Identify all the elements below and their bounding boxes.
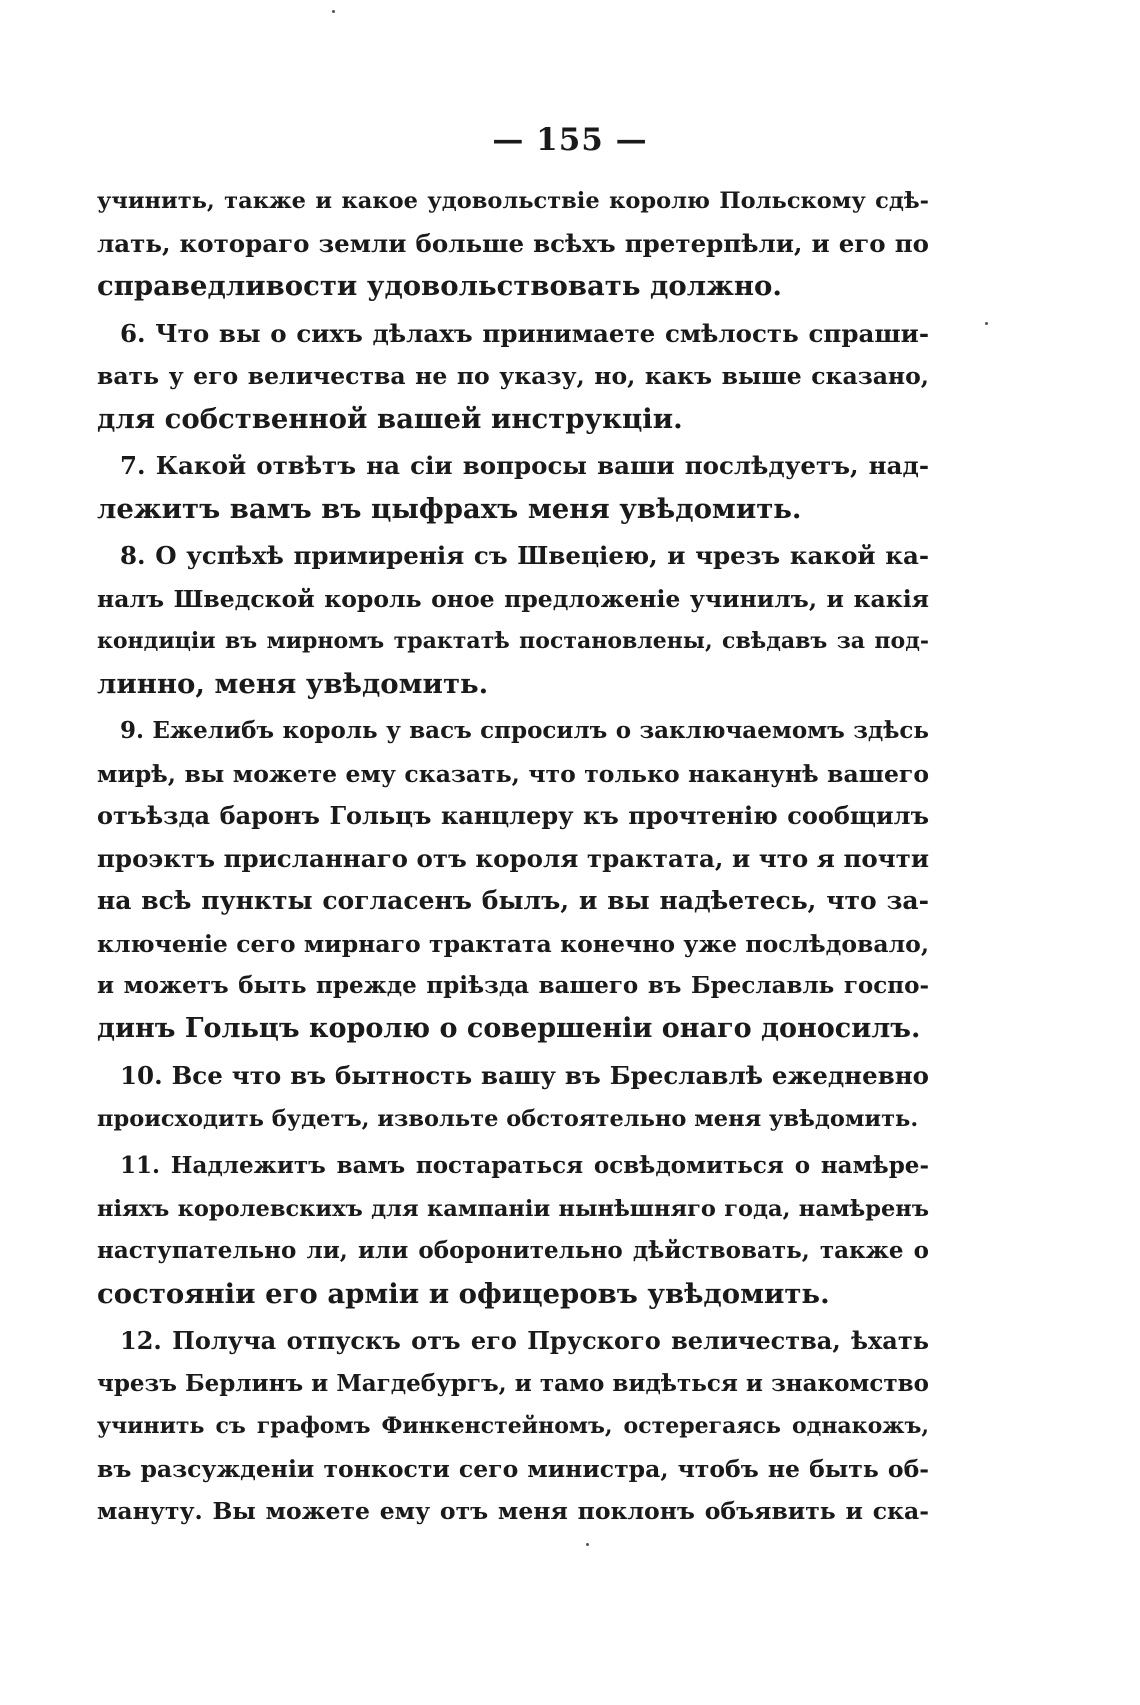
text-line: лать, котораго земли больше всѣхъ претерпѣли, и его по bbox=[97, 228, 929, 258]
text-line: учинить съ графомъ Финкенстейномъ, остерегаясь однакожъ, bbox=[97, 1413, 929, 1439]
scan-speck bbox=[586, 1543, 589, 1546]
text-line: ключеніе сего мирнаго трактата конечно уже послѣдовало, bbox=[97, 929, 929, 958]
text-line: справедливости удовольствовать должно. bbox=[97, 270, 782, 302]
text-line: 9. Ежелибъ король у васъ спросилъ о заключаемомъ здѣсь bbox=[120, 717, 929, 744]
text-line: чрезъ Берлинъ и Магдебургъ, и тамо видѣться и знакомство bbox=[97, 1369, 929, 1397]
text-line: лежитъ вамъ въ цыфрахъ меня увѣдомить. bbox=[97, 492, 802, 525]
text-line: динъ Гольцъ королю о совершеніи онаго доносилъ. bbox=[97, 1012, 921, 1044]
scan-speck bbox=[332, 10, 335, 13]
text-line: состояніи его арміи и офицеровъ увѣдомить. bbox=[97, 1277, 830, 1310]
paragraph-continuation bbox=[97, 180, 929, 308]
text-line: 10. Все что въ бытность вашу въ Бреславлѣ ежедневно bbox=[120, 1061, 929, 1090]
text-line: вать у его величества не по указу, но, какъ выше сказано, bbox=[97, 362, 929, 390]
paragraph-6 bbox=[97, 313, 929, 441]
text-line: въ разсужденіи тонкости сего министра, чтобъ не быть об- bbox=[97, 1454, 929, 1483]
text-line: мирѣ, вы можете ему сказать, что только наканунѣ вашего bbox=[97, 759, 929, 788]
text-line: 8. О успѣхѣ примиренія съ Швеціею, и чрезъ какой ка- bbox=[120, 541, 929, 570]
text-line: наступательно ли, или оборонительно дѣйствовать, также о bbox=[97, 1237, 929, 1264]
paragraph-10 bbox=[97, 1055, 929, 1140]
text-line: налъ Шведской король оное предложеніе учинилъ, и какія bbox=[97, 584, 929, 613]
text-line: учинить, также и какое удовольствіе королю Польскому сдѣ- bbox=[97, 188, 929, 214]
text-line: 6. Что вы о сихъ дѣлахъ принимаете смѣлость спраши- bbox=[120, 318, 929, 348]
paragraph-9 bbox=[97, 710, 929, 1050]
paragraph-7 bbox=[97, 445, 929, 530]
text-line: на всѣ пункты согласенъ былъ, и вы надѣетесь, что за- bbox=[97, 886, 929, 915]
paragraph-11 bbox=[97, 1145, 929, 1315]
text-line: отъѣзда баронъ Гольцъ канцлеру къ прочтенію сообщилъ bbox=[97, 801, 929, 830]
paragraph-8 bbox=[97, 535, 929, 705]
text-line: проэктъ присланнаго отъ короля трактата, и что я почти bbox=[97, 843, 929, 873]
text-line: линно, меня увѣдомить. bbox=[97, 667, 489, 700]
text-line: кондиціи въ мирномъ трактатѣ постановлены, свѣдавъ за под- bbox=[97, 628, 929, 654]
text-line: 7. Какой отвѣтъ на сіи вопросы ваши послѣдуетъ, над- bbox=[120, 451, 929, 480]
text-line: происходить будетъ, извольте обстоятельно меня увѣдомить. bbox=[97, 1105, 919, 1132]
text-line: 12. Получа отпускъ отъ его Пруского величества, ѣхать bbox=[120, 1326, 929, 1355]
text-line: и можетъ быть прежде пріѣзда вашего въ Бреславль госпо- bbox=[97, 972, 929, 999]
text-body bbox=[97, 180, 929, 1538]
page-number: — 155 — bbox=[492, 122, 648, 158]
text-line: ніяхъ королевскихъ для кампаніи нынѣшняго года, намѣренъ bbox=[97, 1195, 929, 1222]
text-line: мануту. Вы можете ему отъ меня поклонъ объявить и ска- bbox=[97, 1497, 929, 1525]
text-line: для собственной вашей инструкціи. bbox=[97, 402, 683, 435]
paragraph-12 bbox=[97, 1320, 929, 1533]
text-line: 11. Надлежитъ вамъ постараться освѣдомиться о намѣре- bbox=[120, 1152, 929, 1179]
scan-speck bbox=[985, 322, 988, 325]
